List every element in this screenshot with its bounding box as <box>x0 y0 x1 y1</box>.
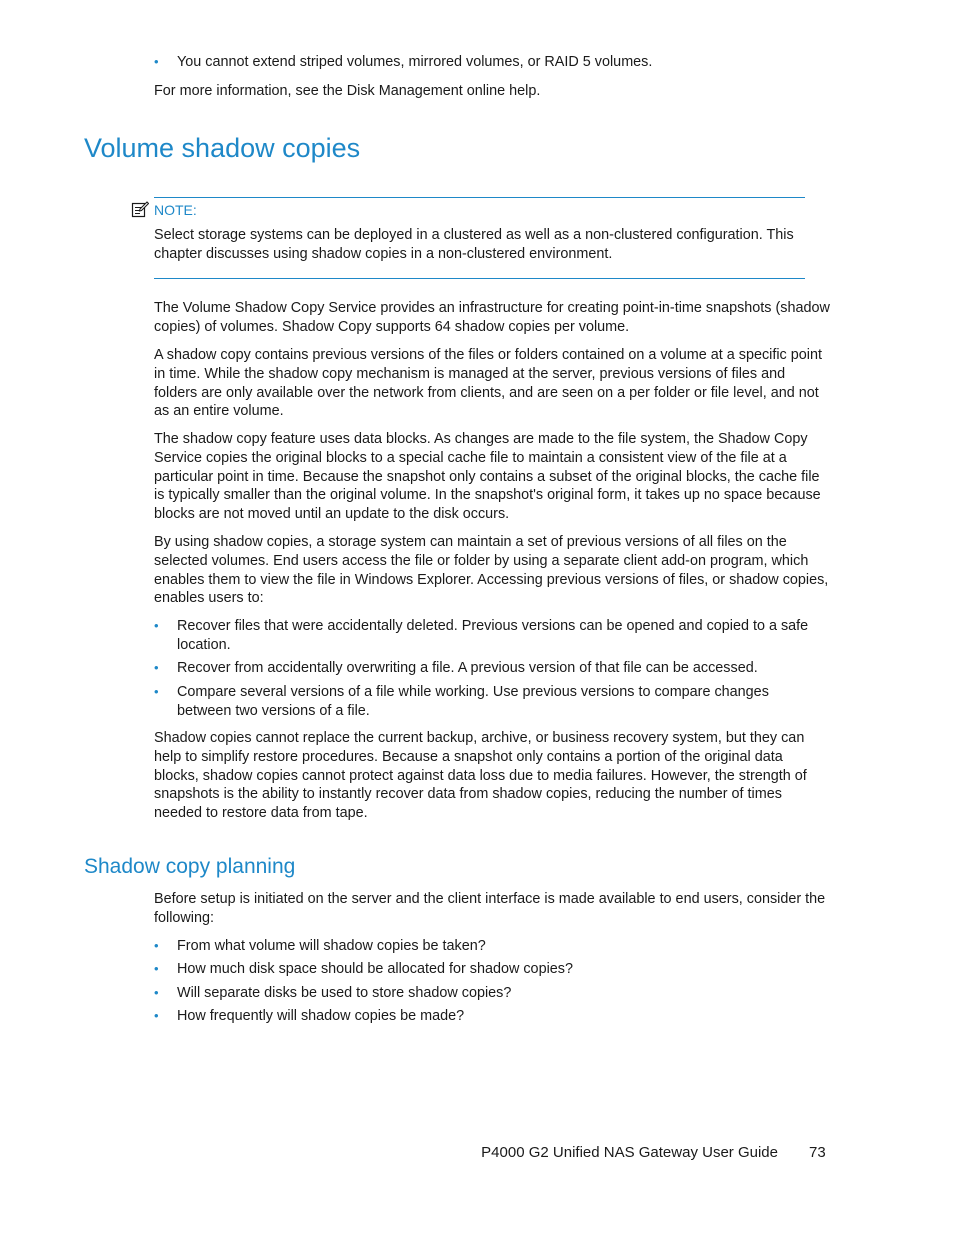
bullet-icon: • <box>154 938 159 953</box>
bullet-text: How much disk space should be allocated for shadow copies? <box>177 961 573 977</box>
bullet-icon: • <box>154 961 159 976</box>
paragraph: The Volume Shadow Copy Service provides an infrastructure for creating point-in-time snapshots (shadow copies) of volumes. Shadow Copy supports 64 shadow copies per volume. <box>154 300 830 335</box>
bullet-icon: • <box>154 660 159 675</box>
bullet-text: Recover from accidentally overwriting a file. A previous version of that file can be accessed. <box>177 660 758 676</box>
bullet-icon: • <box>154 684 159 699</box>
subsection-title: Shadow copy planning <box>84 855 296 878</box>
paragraph: By using shadow copies, a storage system can maintain a set of previous versions of all files on the selected volumes. End users access the file or folder by using a separate client add-on program, which enables them to view the file in Windows Explorer. Accessing previous versions of files, or shadow copies, enables users to: <box>154 534 829 607</box>
note-bottom-rule <box>154 278 805 279</box>
note-icon <box>131 200 149 218</box>
note-label: NOTE: <box>154 202 197 218</box>
bullet-text: Will separate disks be used to store shadow copies? <box>177 985 512 1001</box>
bullet-text: From what volume will shadow copies be taken? <box>177 938 486 954</box>
paragraph: A shadow copy contains previous versions of the files or folders contained on a volume at a specific point in time. While the shadow copy mechanism is managed at the server, previous versions of files and folders are only available over the network from clients, and are seen on a per folder or file level, and not as an entire volume. <box>154 347 822 420</box>
paragraph: Shadow copies cannot replace the current backup, archive, or business recovery system, but they can help to simplify restore procedures. Because a snapshot only contains a portion of the original data blocks, shadow copies cannot protect against data loss due to media failures. However, the strength of snapshots is the ability to instantly recover data from shadow copies, reducing the number of times needed to restore data from tape. <box>154 730 807 822</box>
bullet-text: You cannot extend striped volumes, mirrored volumes, or RAID 5 volumes. <box>177 54 653 70</box>
section-title: Volume shadow copies <box>84 133 361 163</box>
bullet-icon: • <box>154 618 159 633</box>
bullet-icon: • <box>154 54 159 69</box>
paragraph: Before setup is initiated on the server and the client interface is made available to end users, consider the following: <box>154 891 826 926</box>
bullet-icon: • <box>154 985 159 1000</box>
note-top-rule <box>154 197 805 198</box>
page-number: 73 <box>809 1144 826 1161</box>
bullet-text: How frequently will shadow copies be made? <box>177 1008 465 1024</box>
note-text: Select storage systems can be deployed in a clustered as well as a non-clustered configuration. This chapter discusses using shadow copies in a non-clustered environment. <box>154 227 794 262</box>
footer-title: P4000 G2 Unified NAS Gateway User Guide <box>481 1144 778 1161</box>
more-info-text: For more information, see the Disk Management online help. <box>154 83 541 99</box>
bullet-text: Recover files that were accidentally deleted. Previous versions can be opened and copied to a safe location. <box>177 618 809 653</box>
paragraph: The shadow copy feature uses data blocks. As changes are made to the file system, the Shadow Copy Service copies the original blocks to a special cache file to maintain a consistent view of the file at a particular point in time. Because the snapshot only contains a subset of the original blocks, the cache file is typically smaller than the original volume. In the snapshot's original form, it takes up no space because blocks are not moved until an update to the disk occurs. <box>154 431 821 523</box>
bullet-icon: • <box>154 1008 159 1023</box>
bullet-text: Compare several versions of a file while working. Use previous versions to compare changes between two versions of a file. <box>177 684 769 719</box>
